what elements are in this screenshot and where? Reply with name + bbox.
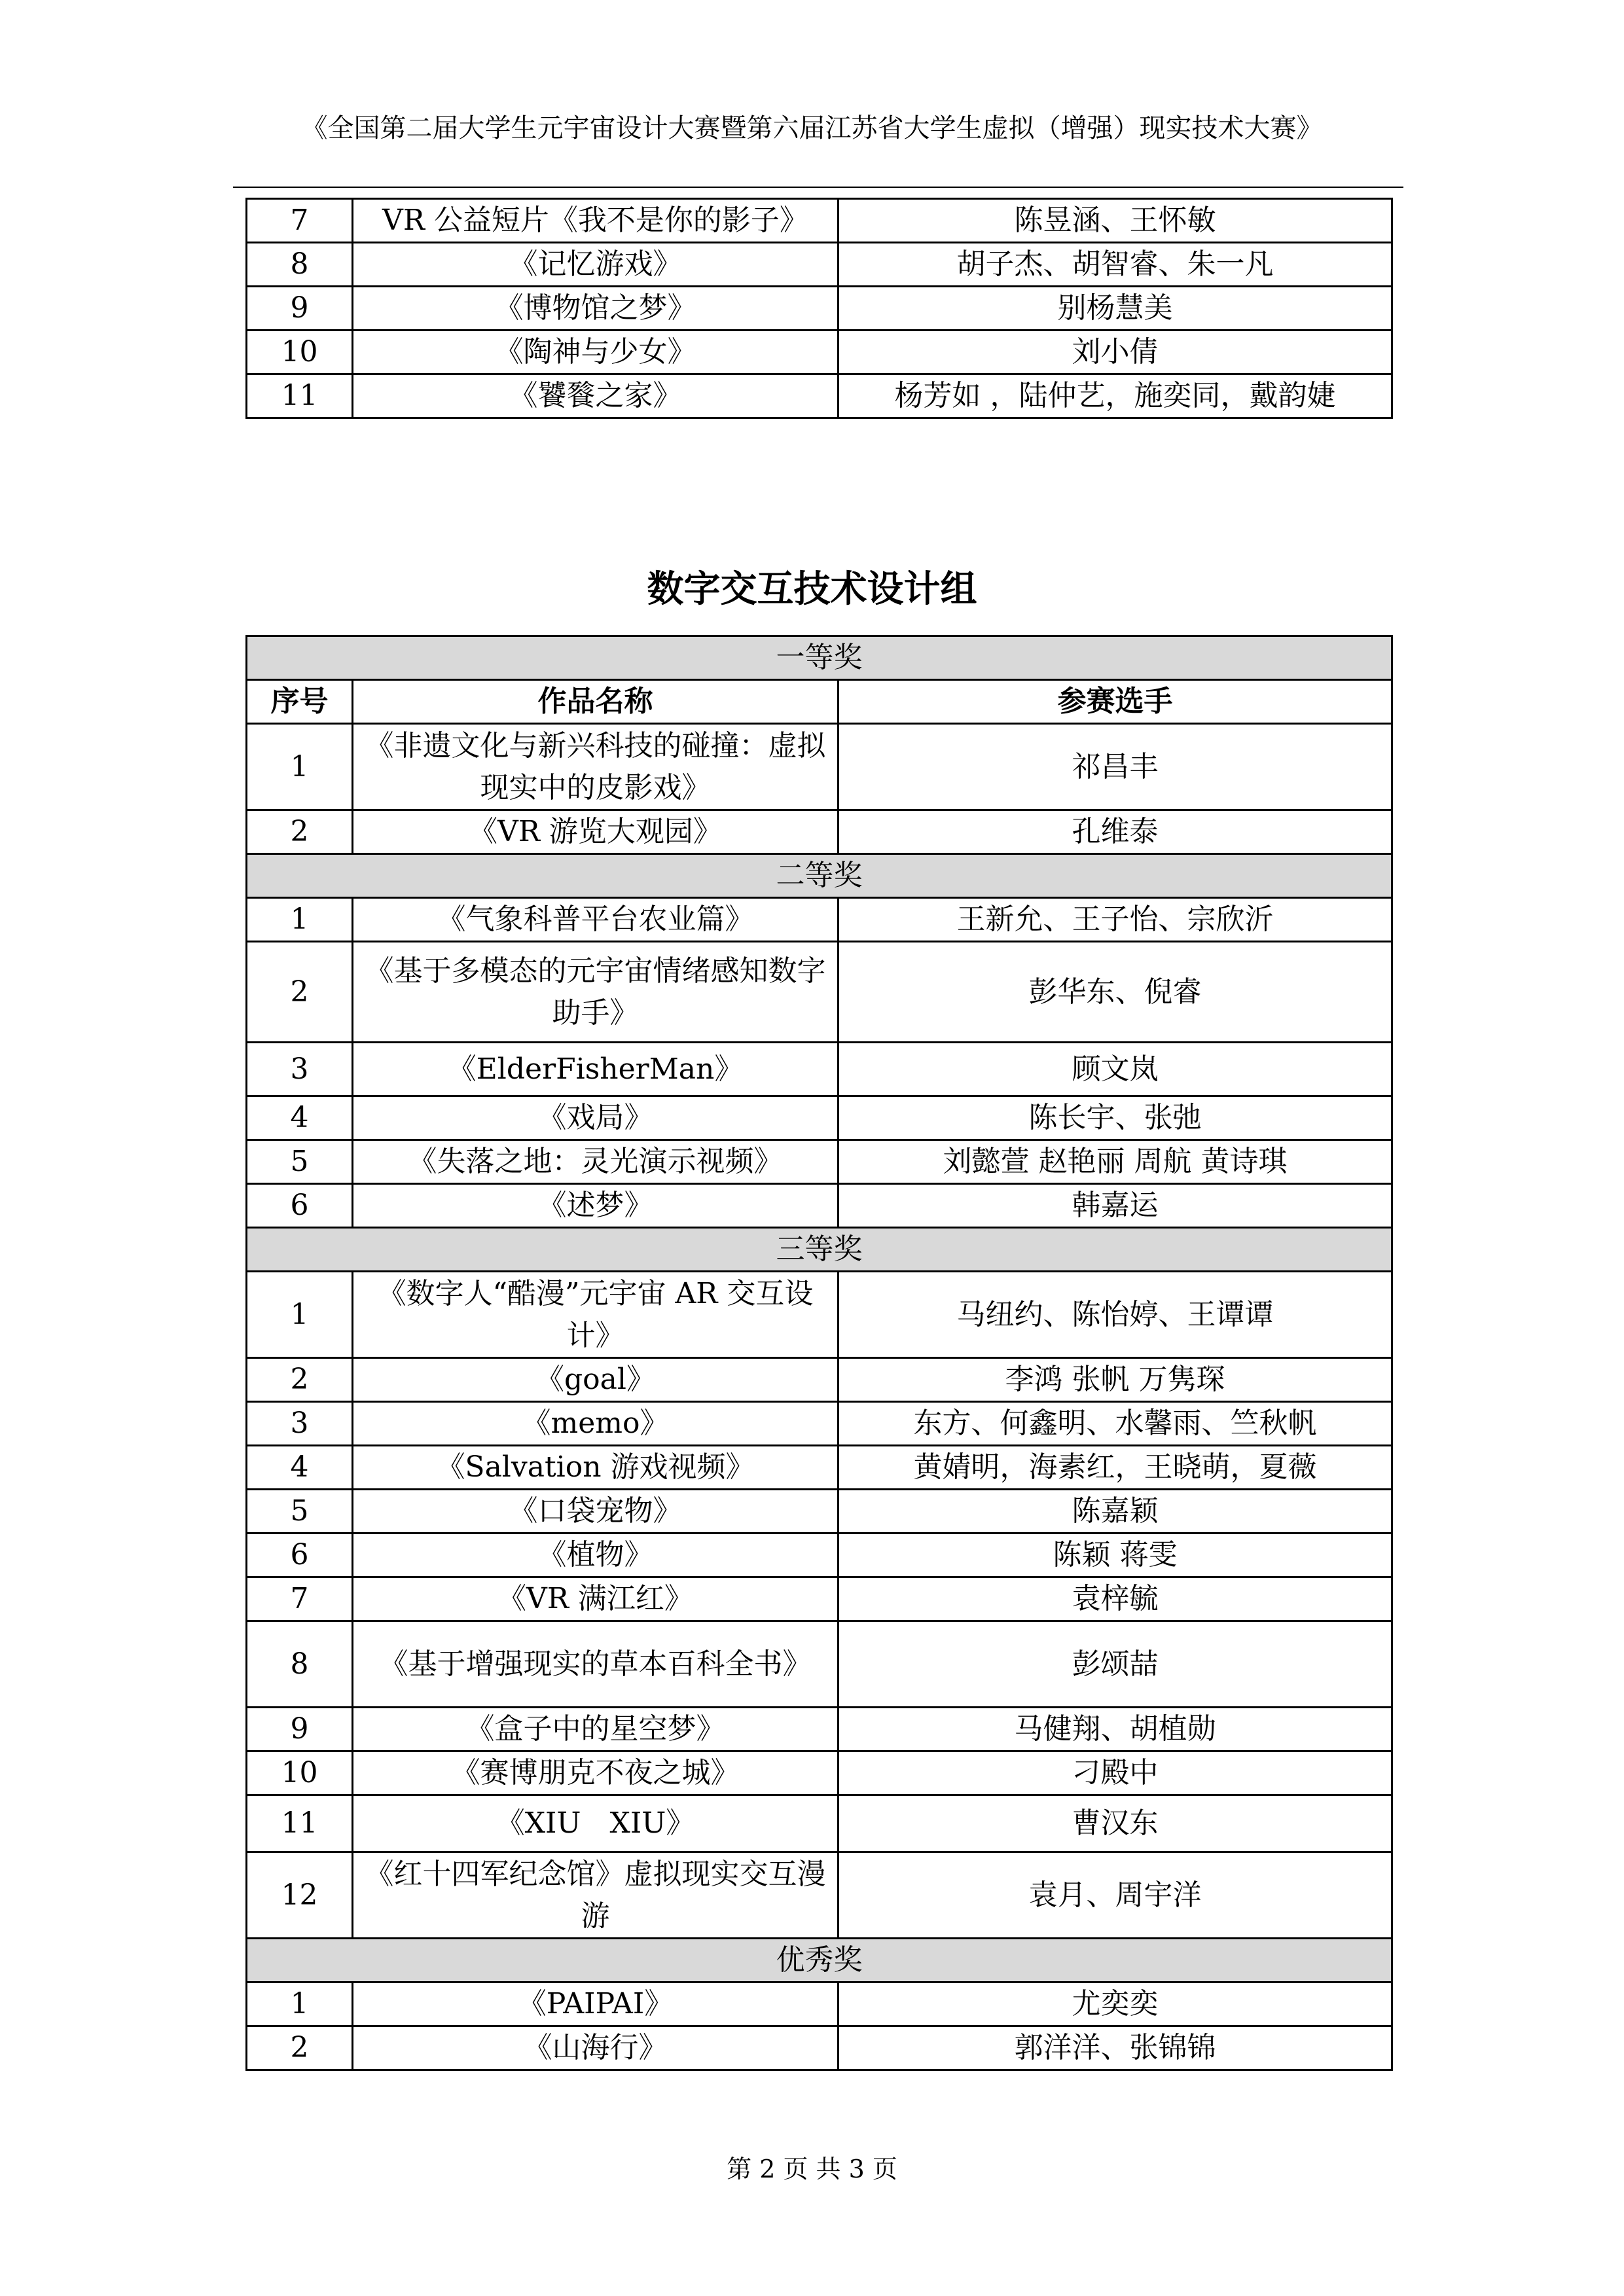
work-title: 《戏局》 bbox=[353, 1096, 839, 1140]
table-row bbox=[247, 1795, 1392, 1852]
work-title: 《VR 游览大观园》 bbox=[353, 810, 839, 854]
work-title: 《口袋宠物》 bbox=[353, 1490, 839, 1534]
award-level: 三等奖 bbox=[247, 1228, 1392, 1272]
page-header: 《全国第二届大学生元宇宙设计大赛暨第六届江苏省大学生虚拟（增强）现实技术大赛》 bbox=[301, 113, 1323, 143]
row-number: 11 bbox=[247, 374, 353, 418]
table-row bbox=[247, 1043, 1392, 1096]
table-row bbox=[247, 287, 1392, 331]
participants: 马健翔、胡植勋 bbox=[839, 1708, 1392, 1751]
row-number: 8 bbox=[247, 243, 353, 287]
work-title: 《ElderFisherMan》 bbox=[353, 1043, 839, 1096]
table-row bbox=[247, 1982, 1392, 2026]
column-header-row bbox=[247, 680, 1392, 724]
row-number: 5 bbox=[247, 1490, 353, 1534]
row-number: 7 bbox=[247, 199, 353, 243]
work-title: 《陶神与少女》 bbox=[353, 331, 839, 374]
work-title: 《气象科普平台农业篇》 bbox=[353, 898, 839, 942]
work-title: 《植物》 bbox=[353, 1534, 839, 1577]
work-title: 《博物馆之梦》 bbox=[353, 287, 839, 331]
header-rule bbox=[233, 187, 1403, 188]
participants: 彭颂喆 bbox=[839, 1621, 1392, 1708]
work-title: 《赛博朋克不夜之城》 bbox=[353, 1751, 839, 1795]
row-number: 4 bbox=[247, 1446, 353, 1490]
work-title: 《盒子中的星空梦》 bbox=[353, 1708, 839, 1751]
participants: 尤奕奕 bbox=[839, 1982, 1392, 2026]
table-row bbox=[247, 1446, 1392, 1490]
row-number: 11 bbox=[247, 1795, 353, 1852]
table-row bbox=[247, 331, 1392, 374]
work-title: VR 公益短片《我不是你的影子》 bbox=[353, 199, 839, 243]
table-row bbox=[247, 1621, 1392, 1708]
row-number: 12 bbox=[247, 1852, 353, 1939]
work-title: 《数字人“酷漫”元宇宙 AR 交互设计》 bbox=[353, 1272, 839, 1358]
participants: 祁昌丰 bbox=[839, 724, 1392, 810]
table-row bbox=[247, 243, 1392, 287]
participants: 陈长宇、张弛 bbox=[839, 1096, 1392, 1140]
column-header-players: 参赛选手 bbox=[839, 680, 1392, 724]
work-title: 《PAIPAI》 bbox=[353, 1982, 839, 2026]
table-row bbox=[247, 810, 1392, 854]
participants: 郭洋洋、张锦锦 bbox=[839, 2026, 1392, 2070]
participants: 别杨慧美 bbox=[839, 287, 1392, 331]
work-title: 《VR 满江红》 bbox=[353, 1577, 839, 1621]
work-title: 《memo》 bbox=[353, 1402, 839, 1446]
participants: 彭华东、倪睿 bbox=[839, 942, 1392, 1043]
table-row bbox=[247, 1751, 1392, 1795]
table-row bbox=[247, 1852, 1392, 1939]
work-title: 《非遗文化与新兴科技的碰撞：虚拟现实中的皮影戏》 bbox=[353, 724, 839, 810]
table-row bbox=[247, 1184, 1392, 1228]
row-number: 5 bbox=[247, 1140, 353, 1184]
table-row bbox=[247, 724, 1392, 810]
row-number: 4 bbox=[247, 1096, 353, 1140]
participants: 孔维泰 bbox=[839, 810, 1392, 854]
row-number: 1 bbox=[247, 724, 353, 810]
work-title: 《失落之地：灵光演示视频》 bbox=[353, 1140, 839, 1184]
table-row bbox=[247, 1534, 1392, 1577]
participants: 刘小倩 bbox=[839, 331, 1392, 374]
work-title: 《基于增强现实的草本百科全书》 bbox=[353, 1621, 839, 1708]
table-row bbox=[247, 942, 1392, 1043]
participants: 刁殿中 bbox=[839, 1751, 1392, 1795]
participants: 袁梓毓 bbox=[839, 1577, 1392, 1621]
row-number: 1 bbox=[247, 1982, 353, 2026]
row-number: 3 bbox=[247, 1043, 353, 1096]
table-row bbox=[247, 2026, 1392, 2070]
work-title: 《Salvation 游戏视频》 bbox=[353, 1446, 839, 1490]
table-row bbox=[247, 1708, 1392, 1751]
work-title: 《述梦》 bbox=[353, 1184, 839, 1228]
award-level: 一等奖 bbox=[247, 636, 1392, 680]
column-header-number: 序号 bbox=[247, 680, 353, 724]
table-row bbox=[247, 1140, 1392, 1184]
table-row bbox=[247, 374, 1392, 418]
work-title: 《红十四军纪念馆》虚拟现实交互漫游 bbox=[353, 1852, 839, 1939]
row-number: 2 bbox=[247, 810, 353, 854]
table-row bbox=[247, 1272, 1392, 1358]
participants: 曹汉东 bbox=[839, 1795, 1392, 1852]
row-number: 1 bbox=[247, 898, 353, 942]
participants: 袁月、周宇洋 bbox=[839, 1852, 1392, 1939]
participants: 陈颖 蒋雯 bbox=[839, 1534, 1392, 1577]
award-level-row bbox=[247, 1228, 1392, 1272]
column-header-title: 作品名称 bbox=[353, 680, 839, 724]
participants: 杨芳如 ，陆仲艺，施奕同，戴韵婕 bbox=[839, 374, 1392, 418]
work-title: 《XIU XIU》 bbox=[353, 1795, 839, 1852]
row-number: 8 bbox=[247, 1621, 353, 1708]
table-row bbox=[247, 199, 1392, 243]
row-number: 3 bbox=[247, 1402, 353, 1446]
row-number: 9 bbox=[247, 287, 353, 331]
participants: 刘懿萱 赵艳丽 周航 黄诗琪 bbox=[839, 1140, 1392, 1184]
work-title: 《goal》 bbox=[353, 1358, 839, 1402]
work-title: 《基于多模态的元宇宙情绪感知数字助手》 bbox=[353, 942, 839, 1043]
participants: 黄婧明，海素红，王晓萌，夏薇 bbox=[839, 1446, 1392, 1490]
row-number: 6 bbox=[247, 1184, 353, 1228]
row-number: 7 bbox=[247, 1577, 353, 1621]
work-title: 《山海行》 bbox=[353, 2026, 839, 2070]
participants: 王新允、王子怡、宗欣沂 bbox=[839, 898, 1392, 942]
row-number: 2 bbox=[247, 1358, 353, 1402]
award-level-row bbox=[247, 854, 1392, 898]
participants: 陈昱涵、王怀敏 bbox=[839, 199, 1392, 243]
table-row bbox=[247, 1402, 1392, 1446]
participants: 东方、何鑫明、水馨雨、竺秋帆 bbox=[839, 1402, 1392, 1446]
section-title: 数字交互技术设计组 bbox=[647, 567, 977, 611]
work-title: 《饕餮之家》 bbox=[353, 374, 839, 418]
continued-results-body bbox=[247, 199, 1392, 418]
table-row bbox=[247, 898, 1392, 942]
row-number: 10 bbox=[247, 331, 353, 374]
row-number: 6 bbox=[247, 1534, 353, 1577]
row-number: 9 bbox=[247, 1708, 353, 1751]
participants: 胡子杰、胡智睿、朱一凡 bbox=[839, 243, 1392, 287]
participants: 李鸿 张帆 万隽琛 bbox=[839, 1358, 1392, 1402]
row-number: 2 bbox=[247, 2026, 353, 2070]
table-row bbox=[247, 1577, 1392, 1621]
row-number: 1 bbox=[247, 1272, 353, 1358]
results-body bbox=[247, 636, 1392, 2070]
table-row bbox=[247, 1096, 1392, 1140]
participants: 韩嘉运 bbox=[839, 1184, 1392, 1228]
continued-results-table bbox=[245, 198, 1393, 419]
table-row bbox=[247, 1358, 1392, 1402]
participants: 陈嘉颖 bbox=[839, 1490, 1392, 1534]
row-number: 2 bbox=[247, 942, 353, 1043]
award-level: 优秀奖 bbox=[247, 1939, 1392, 1982]
work-title: 《记忆游戏》 bbox=[353, 243, 839, 287]
page-footer: 第 2 页 共 3 页 bbox=[727, 2155, 897, 2183]
award-level-row bbox=[247, 1939, 1392, 1982]
award-level: 二等奖 bbox=[247, 854, 1392, 898]
row-number: 10 bbox=[247, 1751, 353, 1795]
results-table bbox=[245, 635, 1393, 2071]
table-row bbox=[247, 1490, 1392, 1534]
participants: 马纽约、陈怡婷、王谭谭 bbox=[839, 1272, 1392, 1358]
award-level-row bbox=[247, 636, 1392, 680]
participants: 顾文岚 bbox=[839, 1043, 1392, 1096]
